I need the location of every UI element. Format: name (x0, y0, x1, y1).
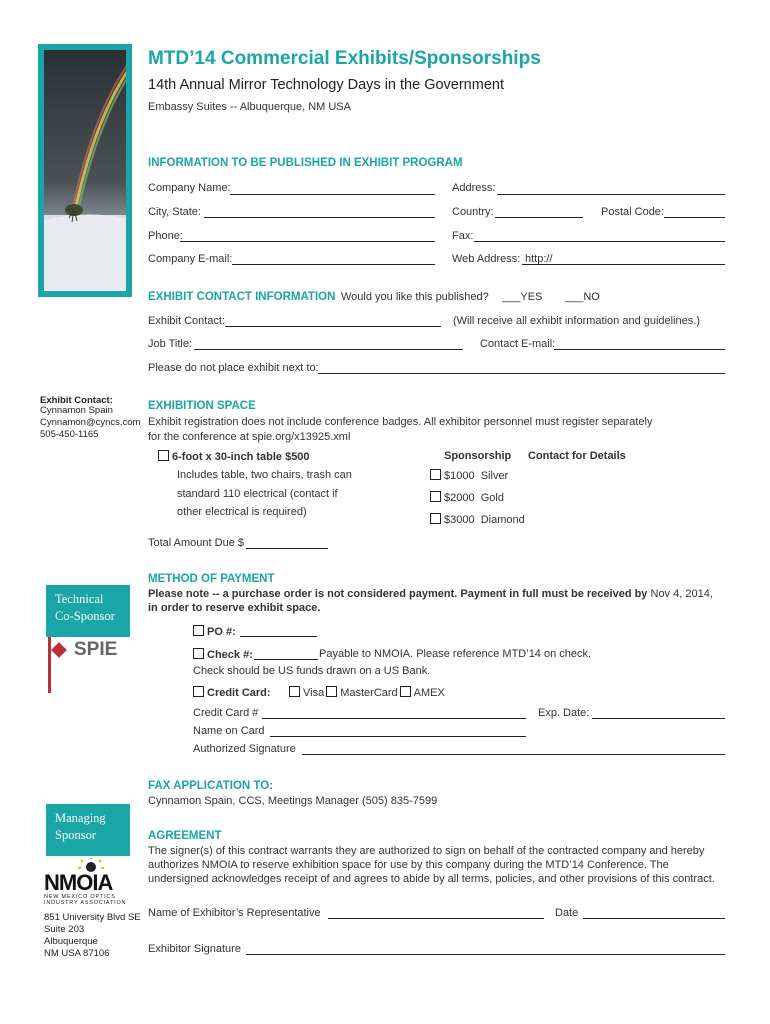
publish-yes[interactable]: ___YES (502, 291, 543, 303)
gold-price: $2000 (444, 492, 475, 504)
name-on-card-field[interactable] (270, 736, 526, 737)
address-line-4: NM USA 87106 (44, 948, 110, 959)
managing-sponsor-line-2: Sponsor (55, 828, 96, 842)
page-subtitle: 14th Annual Mirror Technology Days in the Government (148, 77, 504, 93)
job-title-field[interactable] (194, 349, 463, 350)
tech-cosponsor-line-2: Co-Sponsor (55, 609, 115, 623)
sidebar-contact-heading: Exhibit Contact: (40, 395, 113, 406)
exhibit-contact-field[interactable] (225, 326, 441, 327)
job-title-label: Job Title: (148, 338, 193, 350)
city-state-label: City, State: (148, 206, 201, 218)
payment-note-1 (148, 588, 713, 600)
country-field[interactable] (495, 217, 583, 218)
check-option[interactable] (193, 648, 253, 661)
address-line-3: Albuquerque (44, 936, 98, 947)
check-field[interactable] (254, 659, 318, 660)
spie-mark-icon (51, 642, 67, 658)
check-funds: Check should be US funds drawn on a US Bank. (193, 665, 431, 677)
country-label: Country: (452, 206, 494, 218)
web-prefix: http:// (525, 253, 553, 265)
rep-name-field[interactable] (328, 918, 544, 919)
credit-card-option[interactable] (193, 686, 271, 699)
contact-note: (Will receive all exhibit information and guidelines.) (453, 315, 701, 327)
card-type-options (289, 686, 445, 699)
agreement-line-2: authorizes NMOIA to reserve exhibition space for use by this company during the MTD’14 Conference. The (148, 859, 669, 871)
credit-card-label: Credit Card: (207, 687, 271, 699)
mastercard-label: MasterCard (340, 687, 398, 699)
visa-checkbox[interactable] (289, 686, 300, 697)
spie-bar (48, 637, 51, 693)
spie-logo-text: SPIE (74, 639, 118, 660)
address-line-1: 851 University Blvd SE (44, 912, 141, 923)
exp-date-field[interactable] (592, 718, 725, 719)
address-field[interactable] (497, 194, 725, 195)
nmoia-logo (40, 858, 135, 910)
postal-code-field[interactable] (664, 217, 725, 218)
auth-signature-field[interactable] (302, 754, 725, 755)
contact-email-field[interactable] (554, 349, 725, 350)
total-due-field[interactable] (246, 548, 328, 549)
sidebar-contact-name: Cynnamon Spain (40, 405, 113, 416)
managing-sponsor-line-1: Managing (55, 811, 106, 825)
sponsorship-heading: Sponsorship (444, 450, 512, 462)
nmoia-full-line-2: INDUSTRY ASSOCIATION (44, 900, 127, 906)
sidebar-contact-phone: 505-450-1165 (40, 429, 99, 440)
not-next-label: Please do not place exhibit next to: (148, 362, 319, 374)
space-line-1: Exhibit registration does not include conference badges. All exhibitor personnel must register separately (148, 416, 653, 428)
table-option[interactable] (158, 450, 310, 463)
web-address-field[interactable] (522, 264, 725, 265)
contact-details: Contact for Details (528, 450, 626, 462)
payment-note-2: in order to reserve exhibit space. (148, 602, 321, 614)
gold-name: Gold (480, 492, 504, 504)
event-location: Embassy Suites -- Albuquerque, NM USA (148, 101, 351, 113)
info-heading: INFORMATION TO BE PUBLISHED IN EXHIBIT PROGRAM (148, 157, 463, 169)
phone-label: Phone: (148, 230, 183, 242)
fax-field[interactable] (474, 241, 725, 242)
agreement-heading: AGREEMENT (148, 830, 222, 842)
silver-name: Silver (480, 470, 509, 482)
auth-signature-label: Authorized Signature (193, 743, 296, 755)
exhibitor-signature-label: Exhibitor Signature (148, 943, 241, 955)
spie-logo (46, 637, 130, 693)
rep-name-label: Name of Exhibitor’s Representative (148, 907, 321, 919)
contact-heading: EXHIBIT CONTACT INFORMATION (148, 291, 336, 303)
agreement-line-1: The signer(s) of this contract warrants they are authorized to sign on behalf of the contracted company and hereby (148, 845, 705, 857)
name-on-card-label: Name on Card (193, 725, 265, 737)
fax-line: Cynnamon Spain, CCS, Meetings Manager (505) 835-7599 (148, 795, 438, 807)
payment-note-text: Please note -- a purchase order is not considered payment. Payment in full must be received by (148, 588, 648, 600)
silver-price: $1000 (444, 470, 475, 482)
sponsor-diamond[interactable] (430, 513, 525, 526)
mastercard-checkbox[interactable] (326, 686, 337, 697)
table-checkbox[interactable] (158, 450, 169, 461)
check-label: Check #: (207, 649, 253, 661)
table-option-label: 6-foot x 30-inch table $500 (172, 451, 310, 463)
silver-checkbox[interactable] (430, 469, 441, 480)
payment-deadline: Nov 4, 2014, (650, 588, 713, 600)
managing-sponsor-box (46, 804, 130, 856)
address-line-2: Suite 203 (44, 924, 85, 935)
diamond-price: $3000 (444, 514, 475, 526)
exp-date-label: Exp. Date: (538, 707, 590, 719)
publish-question: Would you like this published? (341, 291, 489, 303)
exhibitor-signature-field[interactable] (246, 954, 725, 955)
date-label: Date (555, 907, 579, 919)
includes-line-1: Includes table, two chairs, trash can (177, 469, 352, 481)
fax-label: Fax: (452, 230, 474, 242)
agreement-line-3: undersigned acknowledges receipt of and agrees to abide by all terms, policies, and other provisions of this contract. (148, 873, 715, 885)
web-address-label: Web Address: (452, 253, 521, 265)
po-option[interactable] (193, 625, 236, 638)
page-title: MTD’14 Commercial Exhibits/Sponsorships (148, 48, 541, 69)
sponsor-gold[interactable] (430, 491, 504, 504)
includes-line-2: standard 110 electrical (contact if (177, 488, 338, 500)
diamond-checkbox[interactable] (430, 513, 441, 524)
amex-checkbox[interactable] (400, 686, 411, 697)
company-name-field[interactable] (230, 194, 435, 195)
phone-field[interactable] (180, 241, 435, 242)
rainbow-photo (44, 50, 126, 291)
company-email-field[interactable] (232, 264, 435, 265)
diamond-name: Diamond (480, 514, 525, 526)
postal-code-label: Postal Code: (601, 206, 664, 218)
company-name-label: Company Name: (148, 182, 231, 194)
check-payable: Payable to NMOIA. Please reference MTD’14 on check. (319, 648, 592, 660)
po-checkbox[interactable] (193, 625, 204, 636)
exhibit-contact-label: Exhibit Contact: (148, 315, 226, 327)
date-field[interactable] (583, 918, 725, 919)
city-state-field[interactable] (204, 217, 435, 218)
credit-card-checkbox[interactable] (193, 686, 204, 697)
nmoia-full-line-1: NEW MEXICO OPTICS (44, 894, 116, 900)
contact-email-label: Contact E-mail: (480, 338, 556, 350)
not-next-field[interactable] (318, 373, 725, 374)
includes-line-3: other electrical is required) (177, 506, 307, 518)
space-heading: EXHIBITION SPACE (148, 400, 256, 412)
cc-number-field[interactable] (262, 718, 526, 719)
total-due-label: Total Amount Due $ (148, 537, 245, 549)
cc-number-label: Credit Card # (193, 707, 259, 719)
sidebar-contact-email[interactable]: Cynnamon@cyncs.com (40, 417, 141, 428)
publish-no[interactable]: ___NO (565, 291, 600, 303)
tech-cosponsor-line-1: Technical (55, 592, 104, 606)
check-checkbox[interactable] (193, 648, 204, 659)
nmoia-logo-text: NMOIA (44, 870, 113, 895)
visa-label: Visa (303, 687, 325, 699)
amex-label: AMEX (413, 687, 445, 699)
gold-checkbox[interactable] (430, 491, 441, 502)
po-field[interactable] (240, 636, 317, 637)
nmoia-full-name (44, 894, 126, 906)
fax-heading: FAX APPLICATION TO: (148, 780, 274, 792)
payment-heading: METHOD OF PAYMENT (148, 573, 275, 585)
company-email-label: Company E-mail: (148, 253, 233, 265)
space-line-2: for the conference at spie.org/x13925.xml (148, 431, 351, 443)
sponsor-silver[interactable] (430, 469, 508, 482)
po-label: PO #: (207, 626, 236, 638)
address-label: Address: (452, 182, 496, 194)
